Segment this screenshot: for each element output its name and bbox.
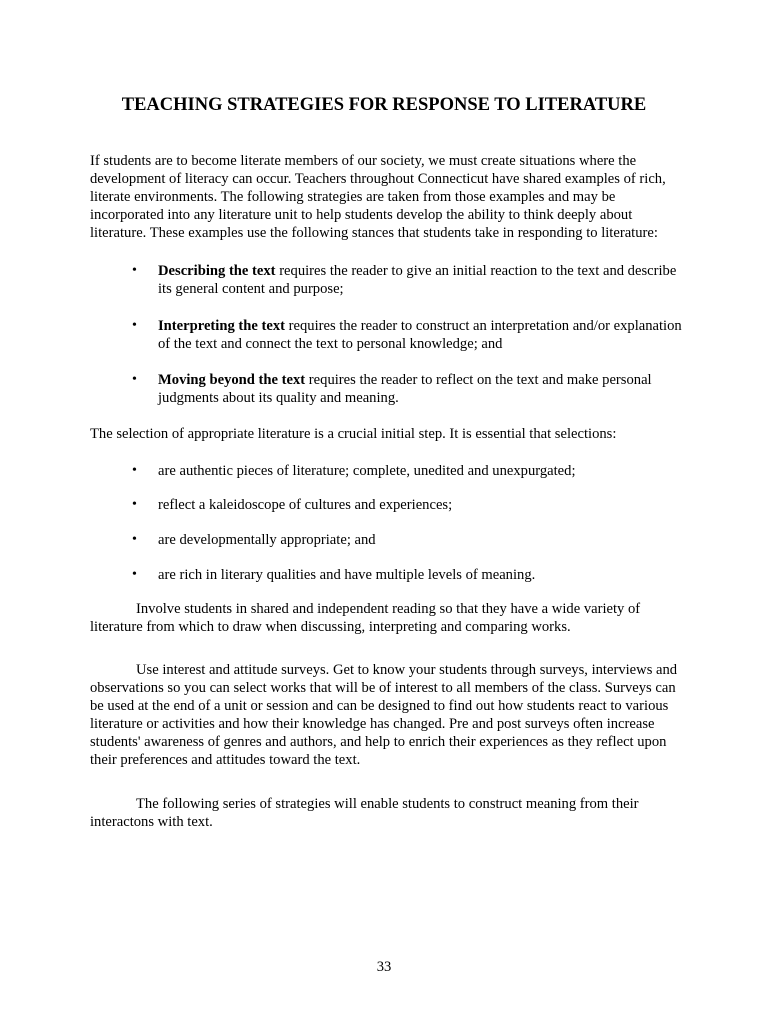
criteria-text: are authentic pieces of literature; complete, unedited and unexpurgated;: [158, 463, 576, 479]
criteria-list-item: [90, 566, 690, 584]
intro-paragraph: If students are to become literate members of our society, we must create situations where the development of literacy can occur. Teachers throughout Connecticut have shared examples of rich, literate environments. The following strategies are taken from those examples and may be incorporated into any literature unit to help students develop the ability to think deeply about literature. These examples use the following stances that students take in responding to literature:: [90, 153, 666, 241]
body-paragraph: [90, 661, 680, 769]
criteria-text: are developmentally appropriate; and: [158, 532, 376, 548]
bullet-icon: •: [132, 318, 137, 333]
stance-list-item: [90, 262, 690, 298]
bullet-icon: •: [132, 263, 137, 278]
page-number: 33: [376, 959, 392, 975]
page-title: TEACHING STRATEGIES FOR RESPONSE TO LITERATURE: [121, 95, 647, 115]
criteria-list-item: [90, 531, 690, 549]
paragraph-text: Use interest and attitude surveys. Get to know your students through surveys, interviews and observations so you can select works that will be of interest to all members of the class. Surveys can be used at the end of a unit or session and can be designed to find out how students react to various literature or activities and how their knowledge has changed. Pre and post surveys often increase students' awareness of genres and authors, and help to enrich their experiences as they reflect upon their preferences and attitudes toward the text.: [90, 662, 678, 768]
criteria-text: are rich in literary qualities and have multiple levels of meaning.: [158, 567, 536, 583]
bullet-icon: •: [132, 532, 137, 547]
body-paragraph: [90, 600, 680, 636]
stance-term: Interpreting the text: [158, 318, 285, 334]
selection-intro: The selection of appropriate literature is a crucial initial step. It is essential that selections:: [90, 426, 617, 442]
stance-description: requires the reader to give an initial reaction to the text and describe its general content and purpose;: [158, 263, 677, 297]
bullet-icon: •: [132, 372, 137, 387]
criteria-list-item: [90, 496, 690, 514]
criteria-list-item: [90, 462, 690, 480]
stance-list-item: [90, 317, 690, 353]
paragraph-text: Involve students in shared and independent reading so that they have a wide variety of literature from which to draw when discussing, interpreting and comparing works.: [90, 601, 641, 635]
criteria-text: reflect a kaleidoscope of cultures and experiences;: [158, 497, 453, 513]
stance-term: Describing the text: [158, 263, 276, 279]
bullet-icon: •: [132, 497, 137, 512]
bullet-icon: •: [132, 567, 137, 582]
bullet-icon: •: [132, 463, 137, 478]
stance-list-item: [90, 371, 690, 407]
paragraph-text: The following series of strategies will enable students to construct meaning from their interactons with text.: [90, 796, 639, 830]
stance-term: Moving beyond the text: [158, 372, 306, 388]
body-paragraph: [90, 795, 680, 831]
stance-description: requires the reader to reflect on the text and make personal judgments about its quality and meaning.: [158, 372, 652, 406]
stance-description: requires the reader to construct an interpretation and/or explanation of the text and connect the text to personal knowledge; and: [158, 318, 682, 352]
